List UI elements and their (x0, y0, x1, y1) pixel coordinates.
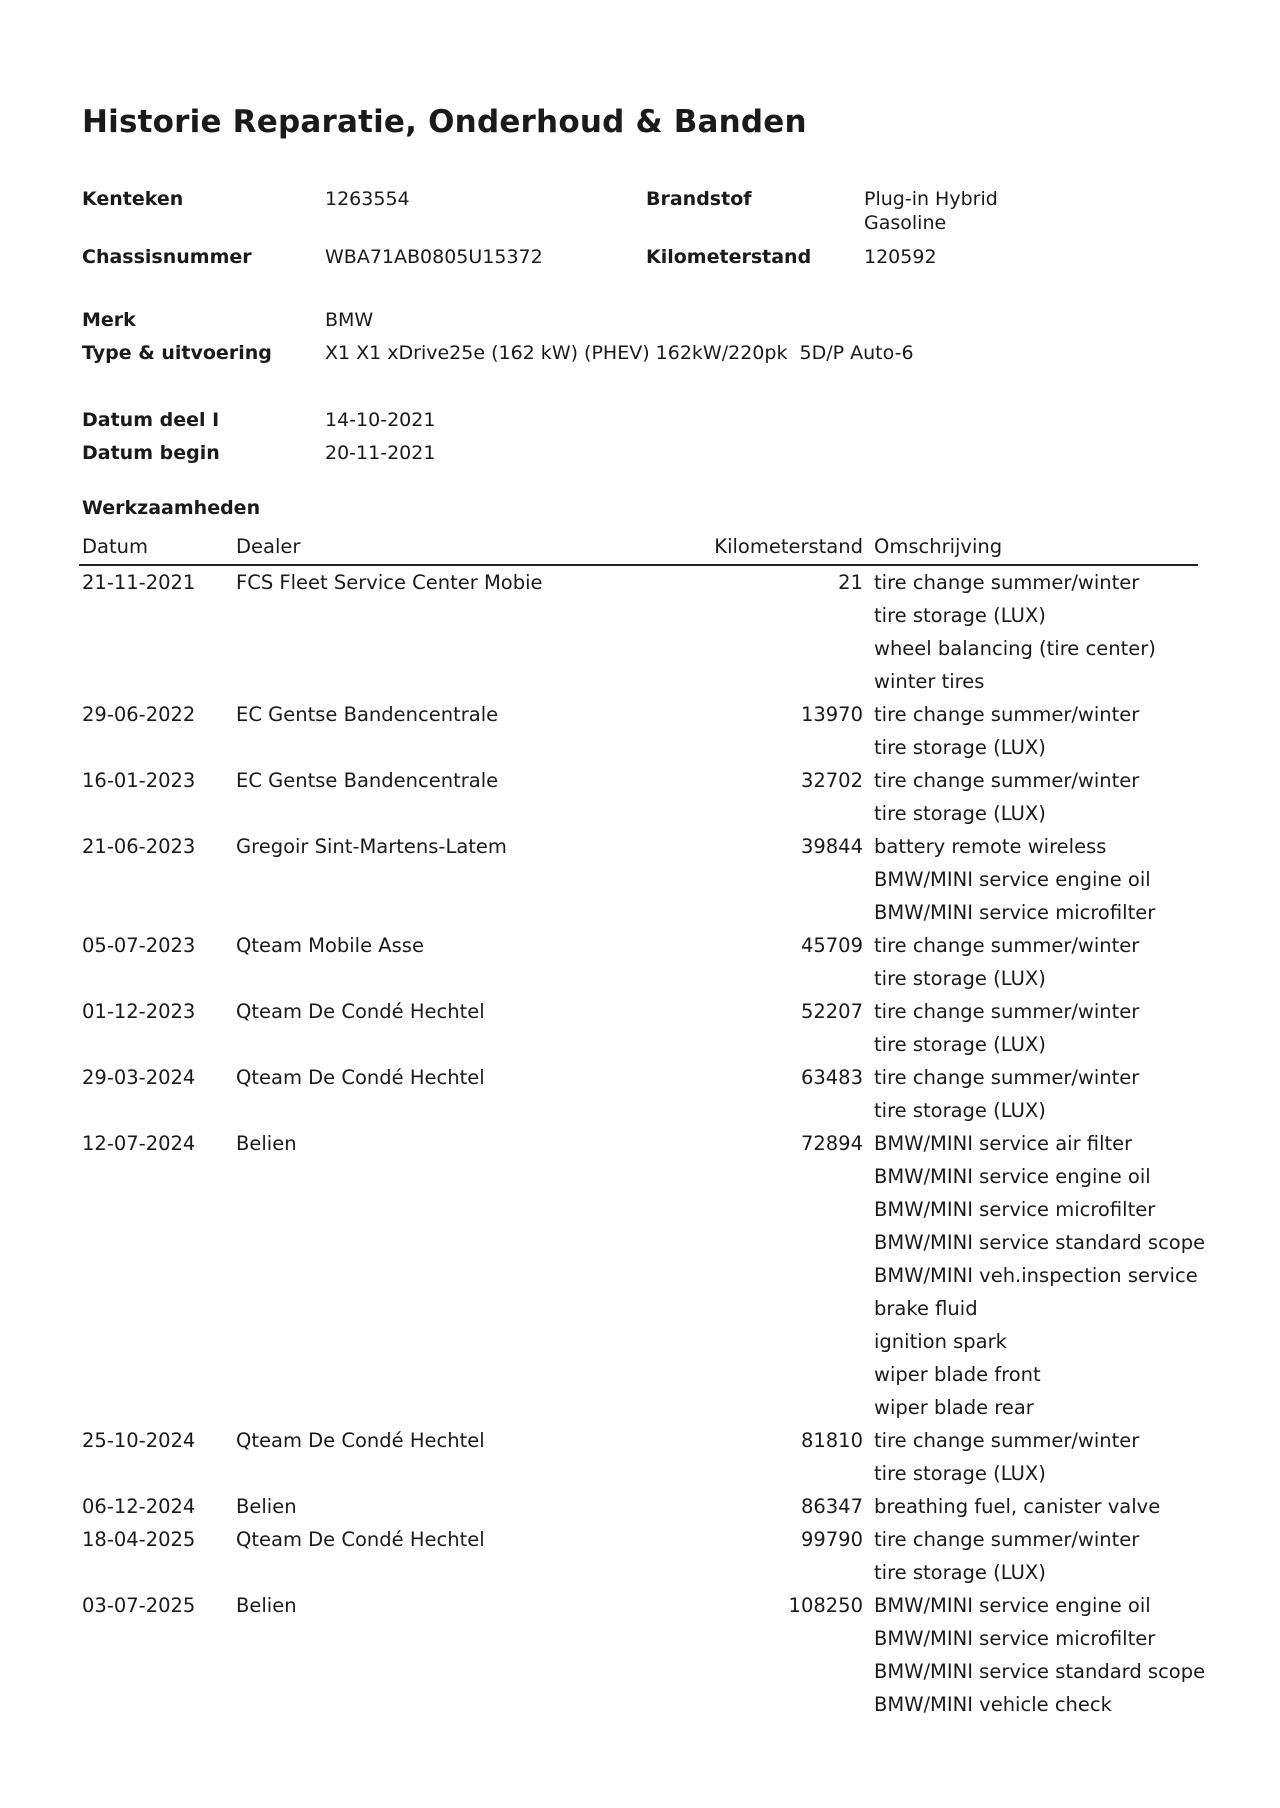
row-dealer: Qteam De Condé Hechtel (236, 1528, 485, 1551)
row-date: 18-04-2025 (82, 1528, 196, 1551)
row-kilometerstand: 81810 (800, 1429, 863, 1452)
table-row (79, 1523, 1198, 1589)
row-omschrijving (871, 1127, 1206, 1424)
row-kilometerstand: 86347 (800, 1495, 863, 1518)
datum-begin-label: Datum begin (82, 442, 220, 464)
table-row (79, 995, 1198, 1061)
chassis-value: WBA71AB0805U15372 (325, 246, 543, 268)
row-omschrijving-item: ignition spark (874, 1330, 1007, 1353)
row-omschrijving (871, 1523, 1198, 1589)
page-title: Historie Reparatie, Onderhoud & Banden (82, 104, 807, 140)
table-row (79, 764, 1198, 830)
row-omschrijving (871, 1589, 1206, 1721)
row-omschrijving-item: BMW/MINI service standard scope (874, 1660, 1206, 1683)
datum-deel-value: 14-10-2021 (325, 409, 436, 431)
table-row (79, 698, 1198, 764)
row-dealer: Belien (236, 1495, 297, 1518)
row-omschrijving-item: tire storage (LUX) (874, 736, 1046, 759)
row-kilometerstand: 39844 (800, 835, 863, 858)
merk-value: BMW (325, 309, 374, 331)
row-omschrijving (871, 698, 1198, 764)
row-omschrijving (871, 1424, 1198, 1490)
row-omschrijving-item: tire change summer/winter (874, 571, 1140, 594)
row-omschrijving-item: tire change summer/winter (874, 1000, 1140, 1023)
row-omschrijving-item: tire storage (LUX) (874, 604, 1046, 627)
row-omschrijving-item: tire storage (LUX) (874, 967, 1046, 990)
row-date: 29-03-2024 (82, 1066, 196, 1089)
table-row (79, 1424, 1198, 1490)
row-omschrijving-item: BMW/MINI service air filter (874, 1132, 1133, 1155)
table-row (79, 929, 1198, 995)
row-omschrijving-item: BMW/MINI service standard scope (874, 1231, 1206, 1254)
row-omschrijving (871, 764, 1198, 830)
kenteken-value: 1263554 (325, 188, 410, 210)
table-header-row (79, 530, 1198, 565)
row-omschrijving-item: winter tires (874, 670, 985, 693)
kilometerstand-value: 120592 (864, 246, 937, 268)
row-dealer: Belien (236, 1132, 297, 1155)
row-dealer: Belien (236, 1594, 297, 1617)
work-history-table (79, 530, 1206, 1721)
header-dealer: Dealer (233, 530, 623, 565)
row-date: 06-12-2024 (82, 1495, 196, 1518)
type-value: X1 X1 xDrive25e (162 kW) (PHEV) 162kW/220pk 5D/P Auto-6 (325, 342, 914, 364)
row-omschrijving (871, 830, 1198, 929)
row-dealer: FCS Fleet Service Center Mobie (236, 571, 543, 594)
row-kilometerstand: 13970 (800, 703, 863, 726)
row-omschrijving (871, 995, 1198, 1061)
datum-deel-label: Datum deel I (82, 409, 220, 431)
row-omschrijving-item: battery remote wireless (874, 835, 1107, 858)
row-omschrijving-item: wiper blade front (874, 1363, 1041, 1386)
row-omschrijving (871, 929, 1198, 995)
table-row (79, 1127, 1198, 1424)
brandstof-value-line1: Plug-in Hybrid (864, 188, 998, 210)
row-omschrijving (871, 565, 1198, 698)
row-date: 05-07-2023 (82, 934, 196, 957)
row-kilometerstand: 99790 (800, 1528, 863, 1551)
row-dealer: Qteam De Condé Hechtel (236, 1000, 485, 1023)
row-dealer: Qteam De Condé Hechtel (236, 1066, 485, 1089)
row-omschrijving-item: tire change summer/winter (874, 703, 1140, 726)
row-date: 21-11-2021 (82, 571, 196, 594)
row-omschrijving-item: breathing fuel, canister valve (874, 1495, 1161, 1518)
row-omschrijving-item: BMW/MINI service microfilter (874, 1198, 1156, 1221)
kenteken-label: Kenteken (82, 188, 184, 210)
row-omschrijving-item: tire change summer/winter (874, 934, 1140, 957)
kilometerstand-label: Kilometerstand (646, 246, 812, 268)
row-dealer: EC Gentse Bandencentrale (236, 769, 499, 792)
row-omschrijving-item: wheel balancing (tire center) (874, 637, 1156, 660)
row-omschrijving-item: BMW/MINI vehicle check (874, 1693, 1112, 1716)
row-dealer: Gregoir Sint-Martens-Latem (236, 835, 507, 858)
row-omschrijving-item: BMW/MINI service engine oil (874, 868, 1151, 891)
row-omschrijving-item: BMW/MINI service microfilter (874, 901, 1156, 924)
row-date: 01-12-2023 (82, 1000, 196, 1023)
row-date: 21-06-2023 (82, 835, 196, 858)
section-title: Werkzaamheden (82, 497, 261, 519)
row-omschrijving-item: tire change summer/winter (874, 1429, 1140, 1452)
row-omschrijving (871, 1490, 1198, 1523)
chassis-label: Chassisnummer (82, 246, 252, 268)
row-omschrijving-item: tire change summer/winter (874, 1066, 1140, 1089)
row-kilometerstand: 21 (838, 571, 863, 594)
row-kilometerstand: 72894 (800, 1132, 863, 1155)
table-row (79, 1490, 1198, 1523)
row-omschrijving-item: tire change summer/winter (874, 1528, 1140, 1551)
brandstof-value-line2: Gasoline (864, 212, 947, 234)
row-date: 16-01-2023 (82, 769, 196, 792)
row-kilometerstand: 63483 (800, 1066, 863, 1089)
datum-begin-value: 20-11-2021 (325, 442, 436, 464)
row-kilometerstand: 52207 (800, 1000, 863, 1023)
header-kilometerstand: Kilometerstand (623, 530, 871, 565)
row-omschrijving-item: tire storage (LUX) (874, 1462, 1046, 1485)
row-dealer: Qteam Mobile Asse (236, 934, 424, 957)
header-omschrijving: Omschrijving (871, 530, 1198, 565)
row-omschrijving-item: tire storage (LUX) (874, 1561, 1046, 1584)
merk-label: Merk (82, 309, 136, 331)
table-row (79, 830, 1198, 929)
header-datum: Datum (79, 530, 233, 565)
row-omschrijving-item: tire storage (LUX) (874, 802, 1046, 825)
row-kilometerstand: 45709 (800, 934, 863, 957)
type-label: Type & uitvoering (82, 342, 272, 364)
row-omschrijving-item: BMW/MINI service engine oil (874, 1165, 1151, 1188)
row-dealer: EC Gentse Bandencentrale (236, 703, 499, 726)
row-dealer: Qteam De Condé Hechtel (236, 1429, 485, 1452)
row-omschrijving-item: tire storage (LUX) (874, 1099, 1046, 1122)
row-date: 29-06-2022 (82, 703, 196, 726)
brandstof-label: Brandstof (646, 188, 752, 210)
row-date: 03-07-2025 (82, 1594, 196, 1617)
row-omschrijving-item: brake fluid (874, 1297, 978, 1320)
row-kilometerstand: 32702 (800, 769, 863, 792)
row-omschrijving-item: BMW/MINI service engine oil (874, 1594, 1151, 1617)
table-row (79, 565, 1198, 698)
row-omschrijving-item: wiper blade rear (874, 1396, 1034, 1419)
row-date: 12-07-2024 (82, 1132, 196, 1155)
table-row (79, 1589, 1198, 1721)
row-kilometerstand: 108250 (788, 1594, 863, 1617)
table-row (79, 1061, 1198, 1127)
row-omschrijving-item: BMW/MINI veh.inspection service (874, 1264, 1198, 1287)
row-omschrijving-item: tire change summer/winter (874, 769, 1140, 792)
row-date: 25-10-2024 (82, 1429, 196, 1452)
row-omschrijving-item: tire storage (LUX) (874, 1033, 1046, 1056)
row-omschrijving (871, 1061, 1198, 1127)
row-omschrijving-item: BMW/MINI service microfilter (874, 1627, 1156, 1650)
